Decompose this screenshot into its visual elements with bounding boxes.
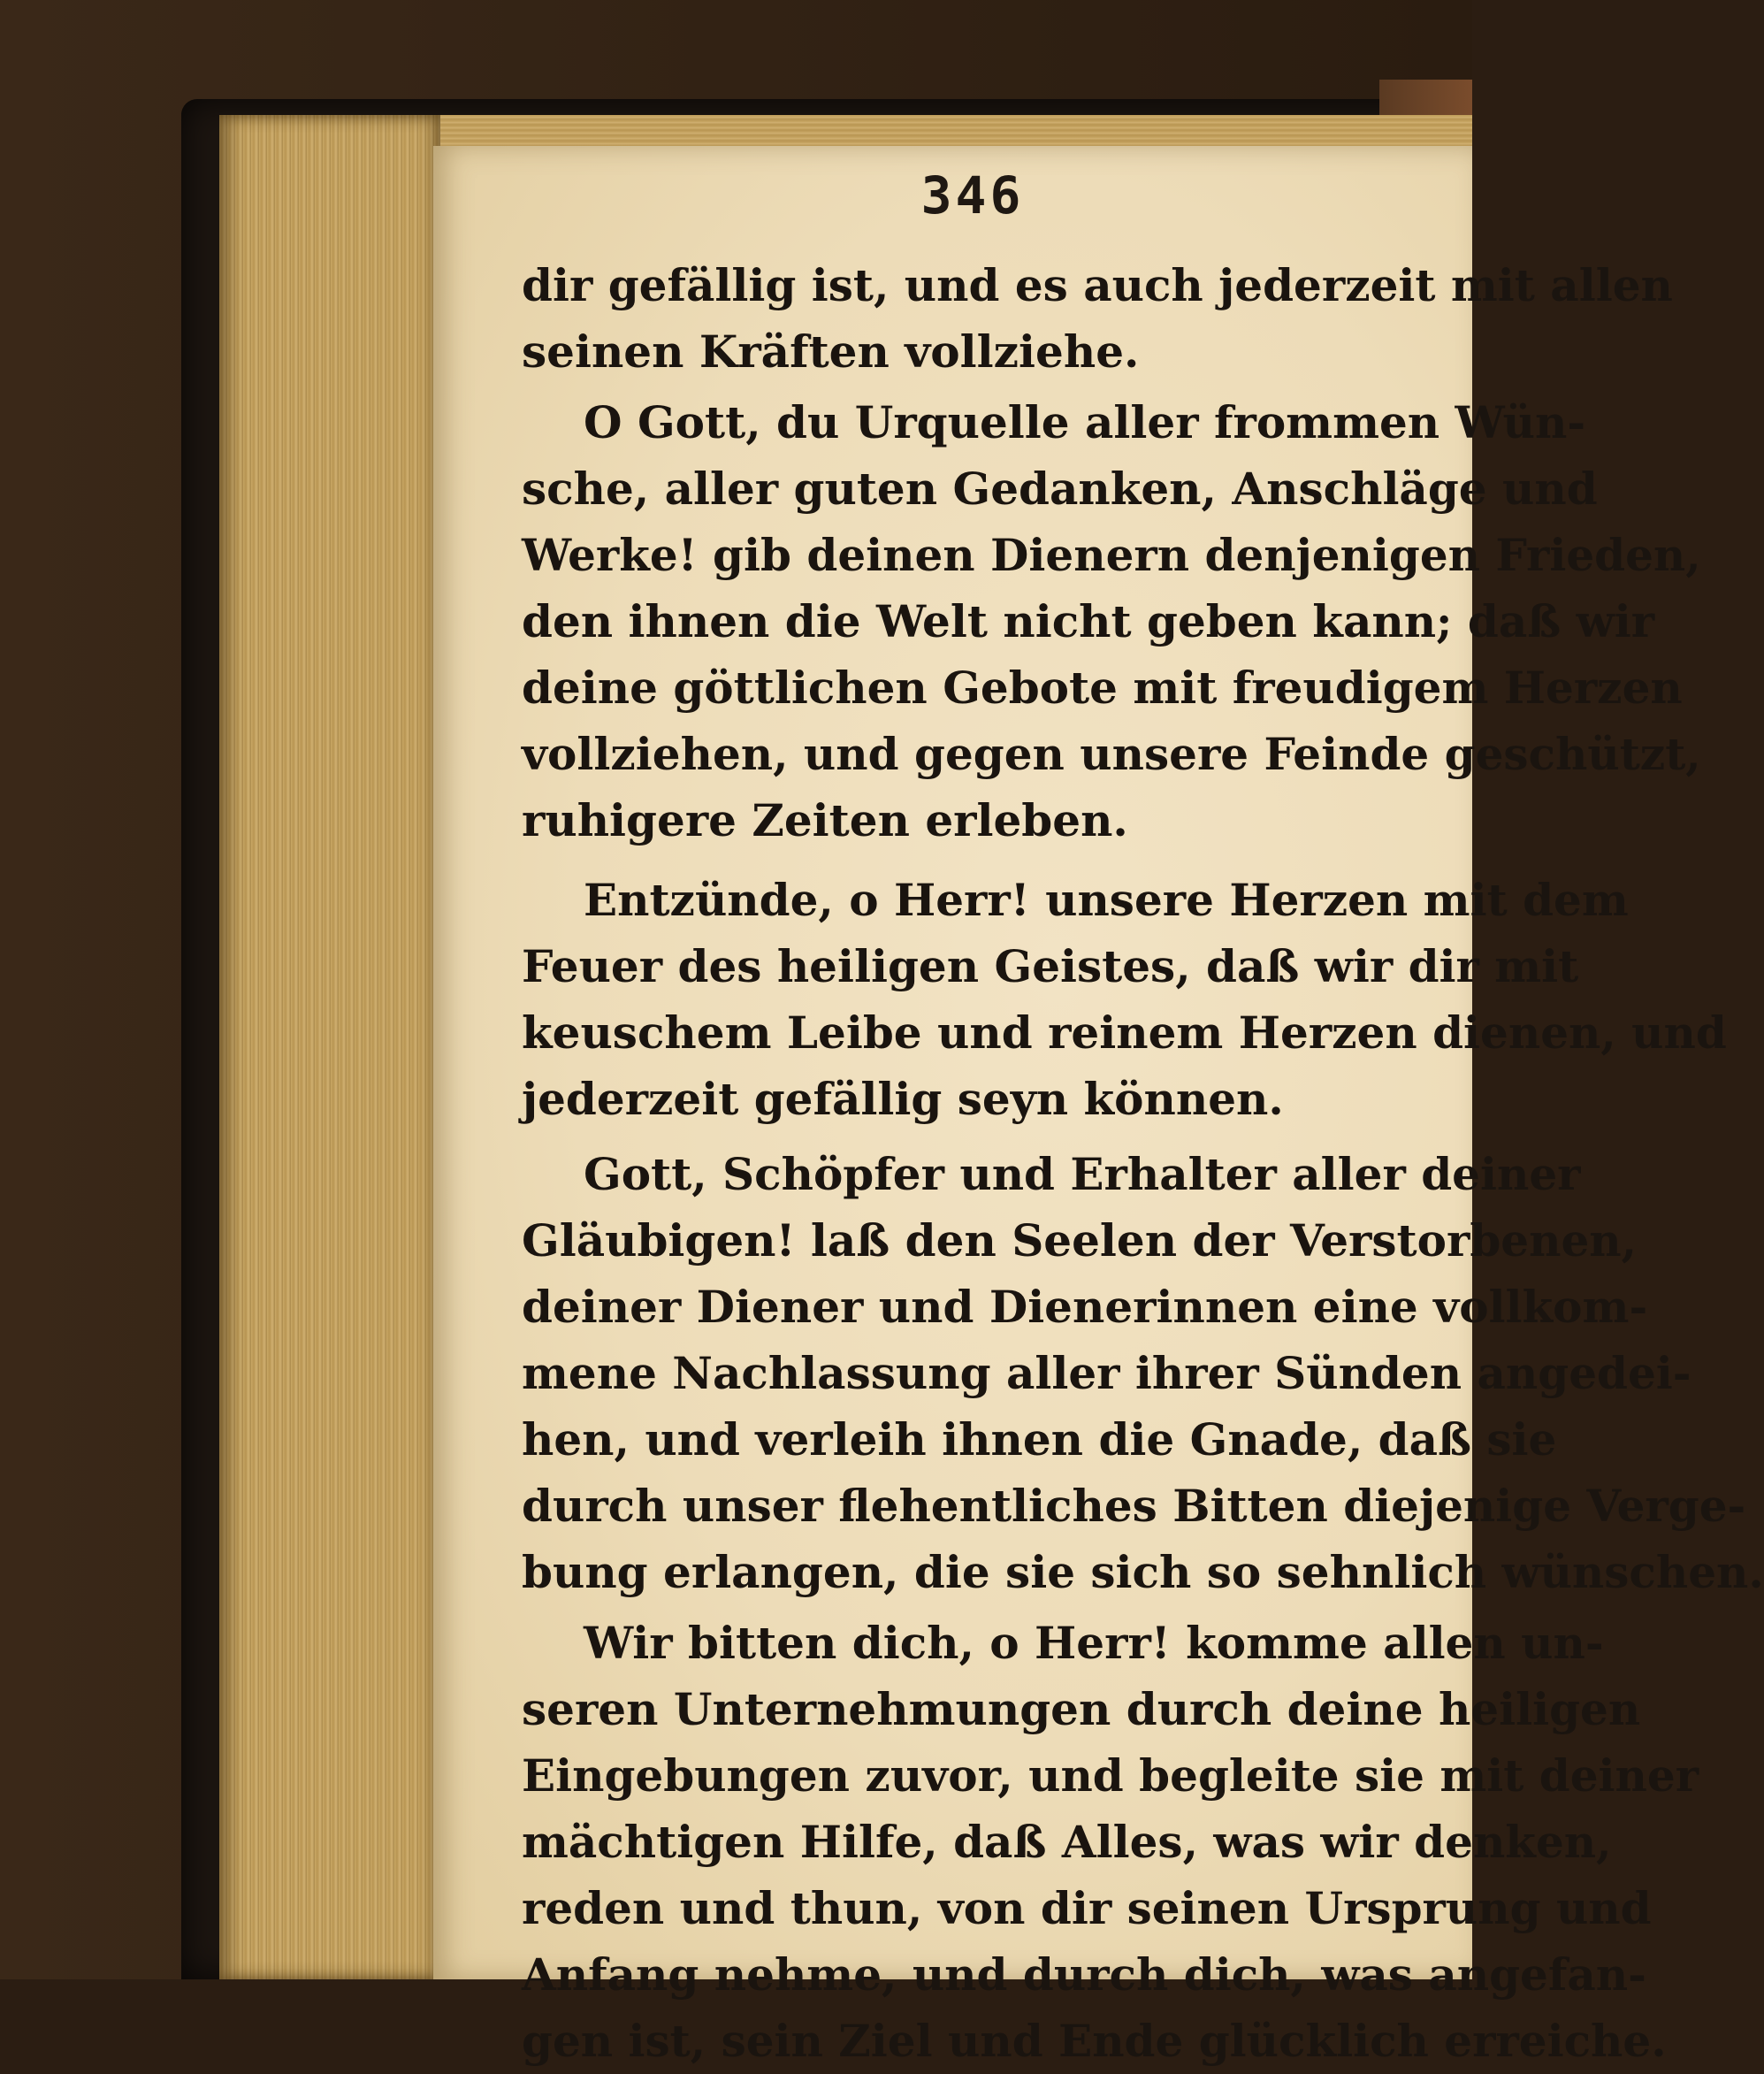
paragraph-3 xyxy=(522,867,1727,1132)
text-line: jederzeit gefällig seyn können. xyxy=(522,1073,1284,1125)
text-line: vollziehen, und gegen unsere Feinde geschützt, xyxy=(522,728,1701,780)
text-line: dir gefällig ist, und es auch jederzeit mit allen xyxy=(522,259,1673,311)
paragraph-1 xyxy=(522,252,1673,385)
text-line: Gläubigen! laß den Seelen der Verstorbenen, xyxy=(522,1214,1638,1267)
text-line: Anfang nehme, und durch dich, was angefan- xyxy=(522,1948,1646,2001)
paragraph-4 xyxy=(522,1141,1764,1605)
text-line: seren Unternehmungen durch deine heiligen xyxy=(522,1683,1641,1735)
text-line: reden und thun, von dir seinen Ursprung und xyxy=(522,1882,1652,1934)
text-line: den ihnen die Welt nicht geben kann; daß wir xyxy=(522,595,1655,647)
text-line: mächtigen Hilfe, daß Alles, was wir denken, xyxy=(522,1816,1612,1868)
text-line: deine göttlichen Gebote mit freudigem Herzen xyxy=(522,662,1683,714)
text-line: keuschem Leibe und reinem Herzen dienen, und xyxy=(522,1006,1727,1059)
text-line: Wir bitten dich, o Herr! komme allen un- xyxy=(584,1617,1604,1669)
text-line: Entzünde, o Herr! unsere Herzen mit dem xyxy=(584,874,1629,926)
page-edges-side xyxy=(219,115,440,1979)
text-line: sche, aller guten Gedanken, Anschläge und xyxy=(522,463,1598,515)
book-page xyxy=(433,146,1764,2067)
text-line: hen, und verleih ihnen die Gnade, daß sie xyxy=(522,1413,1557,1466)
text-line: mene Nachlassung aller ihrer Sünden angedei- xyxy=(522,1347,1691,1399)
text-line: deiner Diener und Dienerinnen eine vollkom- xyxy=(522,1281,1648,1333)
text-line: seinen Kräften vollziehe. xyxy=(522,325,1140,378)
text-line: Eingebungen zuvor, und begleite sie mit deiner xyxy=(522,1749,1699,1802)
text-line: O Gott, du Urquelle aller frommen Wün- xyxy=(584,396,1586,448)
text-line: ruhigere Zeiten erleben. xyxy=(522,794,1128,846)
text-line: Gott, Schöpfer und Erhalter aller deiner xyxy=(584,1148,1581,1200)
paragraph-2 xyxy=(522,389,1701,853)
text-line: Werke! gib deinen Dienern denjenigen Frieden, xyxy=(522,529,1701,581)
text-line: Feuer des heiligen Geistes, daß wir dir mit xyxy=(522,940,1579,992)
text-line: gen ist, sein Ziel und Ende glücklich erreiche. xyxy=(522,2015,1667,2067)
paragraph-5 xyxy=(522,1610,1699,2074)
page-number: 346 xyxy=(920,165,1025,226)
text-line: durch unser flehentliches Bitten diejenige Verge- xyxy=(522,1480,1746,1532)
text-line: bung erlangen, die sie sich so sehnlich wünschen. xyxy=(522,1546,1764,1598)
